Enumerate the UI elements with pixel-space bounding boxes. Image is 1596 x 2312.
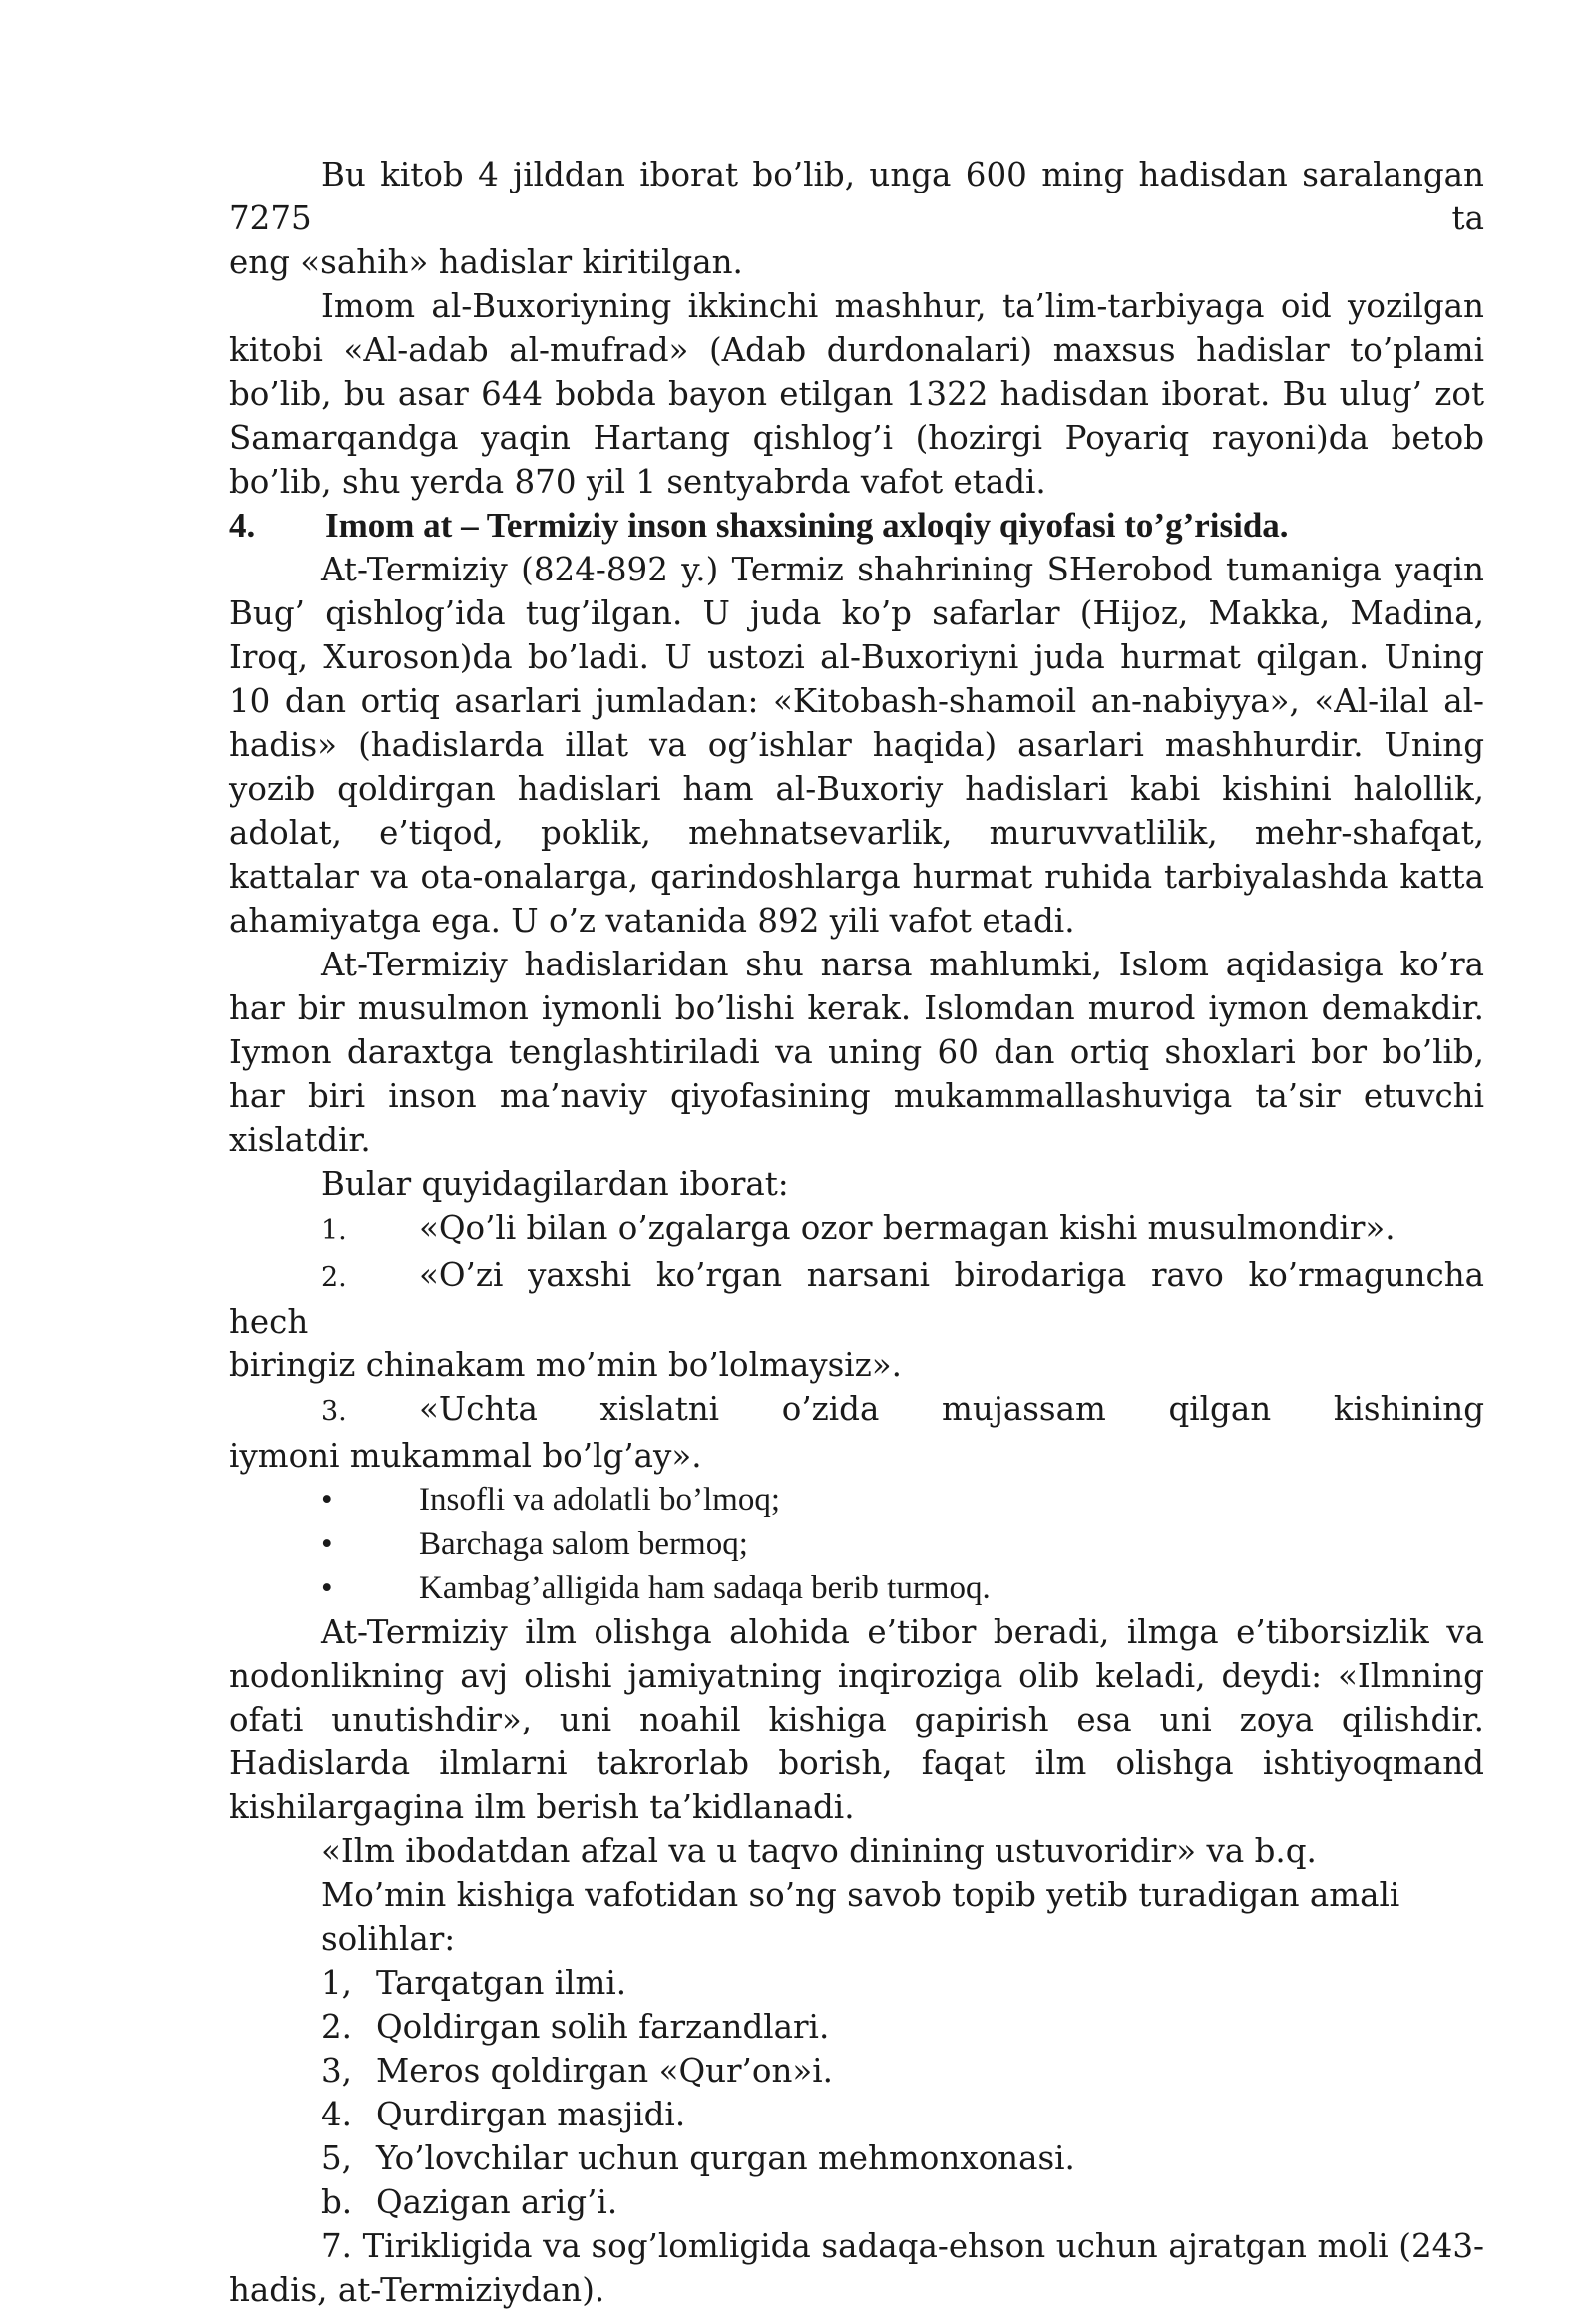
paragraph-line: eng «sahih» hadislar kiritilgan. (229, 243, 743, 281)
bullet-icon: • (321, 1482, 333, 1518)
paragraph: Imom al-Buxoriyning ikkinchi mashhur, ta’lim-tarbiyaga oid yozilgan kitobi «Al-adab al-mufrad» (Adab durdonalari) maxsus hadislar to’plami bo’lib, bu asar 644 bobda bayon etilgan 1322 hadisdan iborat. Bu ulug’ zot Samarqandga yaqin Hartang qishlog’i (hozirgi Poyariq rayoni)da betob bo’lib, shu yerda 870 yil 1 sentyabrda vafot etadi. (229, 287, 1484, 501)
paragraph: «Ilm ibodatdan afzal va u taqvo dinining ustuvoridir» va b.q. (321, 1832, 1317, 1870)
list-marker: 3, (321, 2052, 353, 2090)
bullet-icon: • (321, 1570, 333, 1606)
deed-item (229, 1961, 1484, 2005)
list-marker: 1. (321, 1215, 347, 1246)
list-marker: 4. (321, 2096, 353, 2133)
paragraph: Mo’min kishiga vafotidan so’ng savob topib yetib turadigan amali solihlar: (321, 1876, 1400, 1958)
section-number: 4. (229, 506, 256, 545)
list-item-text: Tarqatgan ilmi. (376, 1964, 627, 2002)
list-item-text: «O’zi yaxshi ko’rgan narsani birodariga ravo ko’rmaguncha hech (229, 1256, 1484, 1341)
document-page (229, 153, 1484, 2312)
list-marker: 2. (321, 1262, 347, 1293)
list-item-text: Qurdirgan masjidi. (376, 2096, 686, 2133)
list-marker: 1, (321, 1964, 353, 2002)
list-item-text: Yo’lovchilar uchun qurgan mehmonxonasi. (376, 2139, 1075, 2177)
bullet-text: Insofli va adolatli bo’lmoq; (419, 1482, 781, 1518)
list-item (229, 1253, 1484, 1344)
list-item-continuation: biringiz chinakam mo’min bo’lolmaysiz». (229, 1347, 902, 1384)
list-marker: 2. (321, 2008, 353, 2046)
list-item-text: «Qo’li bilan o’zgalarga ozor bermagan kishi musulmondir». (419, 1209, 1396, 1247)
list-marker: b. (321, 2183, 353, 2221)
list-item-text: Meros qoldirgan «Qur’on»i. (376, 2052, 833, 2090)
paragraph: At-Termiziy hadislaridan shu narsa mahlumki, Islom aqidasiga ko’ra har bir musulmon iymonli bo’lishi kerak. Islomdan murod iymon demakdir. Iymon daraxtga tenglashtiriladi va uning 60 dan ortiq shoxlari bor bo’lib, har biri inson ma’naviy qiyofasining mukammallashuviga ta’sir etuvchi xislatdir. (229, 946, 1484, 1159)
bullet-item (229, 1478, 1484, 1522)
list-item (229, 1387, 1484, 1434)
paragraph: At-Termiziy ilm olishga alohida e’tibor beradi, ilmga e’tiborsizlik va nodonlikning avj olishi jamiyatning inqiroziga olib keladi, deydi: «Ilmning ofati unutishdir», uni noahil kishiga gapirish esa uni zoya qilishdir. Hadislarda ilmlarni takrorlab borish, faqat ilm olishga ishtiyoqmand kishilargagina ilm berish ta’kidlanadi. (229, 1613, 1484, 1826)
paragraph-line: Bu kitob 4 jilddan iborat bo’lib, unga 600 ming hadisdan saralangan 7275 ta (229, 156, 1484, 237)
bullet-text: Barchaga salom bermoq; (419, 1526, 748, 1562)
list-item-text: «Uchta xislatni o’zida mujassam qilgan kishining (419, 1390, 1484, 1428)
deed-item (229, 2136, 1484, 2180)
list-item-continuation: iymoni mukammal bo’lg’ay». (229, 1437, 702, 1475)
list-item-text: Qazigan arig’i. (376, 2183, 618, 2221)
bullet-text: Kambag’alligida ham sadaqa berib turmoq. (419, 1570, 991, 1606)
bullet-item (229, 1566, 1484, 1610)
bullet-icon: • (321, 1526, 333, 1562)
deed-item (229, 2093, 1484, 2136)
section-heading (229, 504, 1484, 548)
list-item (229, 1206, 1484, 1253)
section-title: Imom at – Termiziy inson shaxsining axloqiy qiyofasi to’g’risida. (325, 506, 1289, 545)
deed-item (229, 2049, 1484, 2093)
bullet-item (229, 1522, 1484, 1566)
list-intro: Bular quyidagilardan iborat: (321, 1165, 789, 1203)
list-marker: 3. (321, 1396, 347, 1427)
paragraph: At-Termiziy (824-892 y.) Termiz shahrining SHerobod tumaniga yaqin Bug’ qishlog’ida tug’ilgan. U juda ko’p safarlar (Hijoz, Makka, Madina, Iroq, Xuroson)da bo’ladi. U ustozi al-Buxoriyni juda hurmat qilgan. Uning 10 dan ortiq asarlari jumladan: «Kitobash-shamoil an-nabiyya», «Al-ilal al-hadis» (hadislarda illat va og’ishlar haqida) asarlari mashhurdir. Uning yozib qoldirgan hadislari ham al-Buxoriy hadislari kabi kishini halollik, adolat, e’tiqod, poklik, mehnatsevarlik, muruvvatlilik, mehr-shafqat, kattalar va ota-onalarga, qarindoshlarga hurmat ruhida tarbiyalashda katta ahamiyatga ega. U o’z vatanida 892 yili vafot etadi. (229, 551, 1484, 940)
paragraph: 7. Tirikligida va sog’lomligida sadaqa-ehson uchun ajratgan moli (243-hadis, at-Termiziydan). (229, 2227, 1484, 2309)
list-item-text: Qoldirgan solih farzandlari. (376, 2008, 830, 2046)
deed-item (229, 2005, 1484, 2049)
list-marker: 5, (321, 2139, 353, 2177)
deed-item (229, 2180, 1484, 2224)
